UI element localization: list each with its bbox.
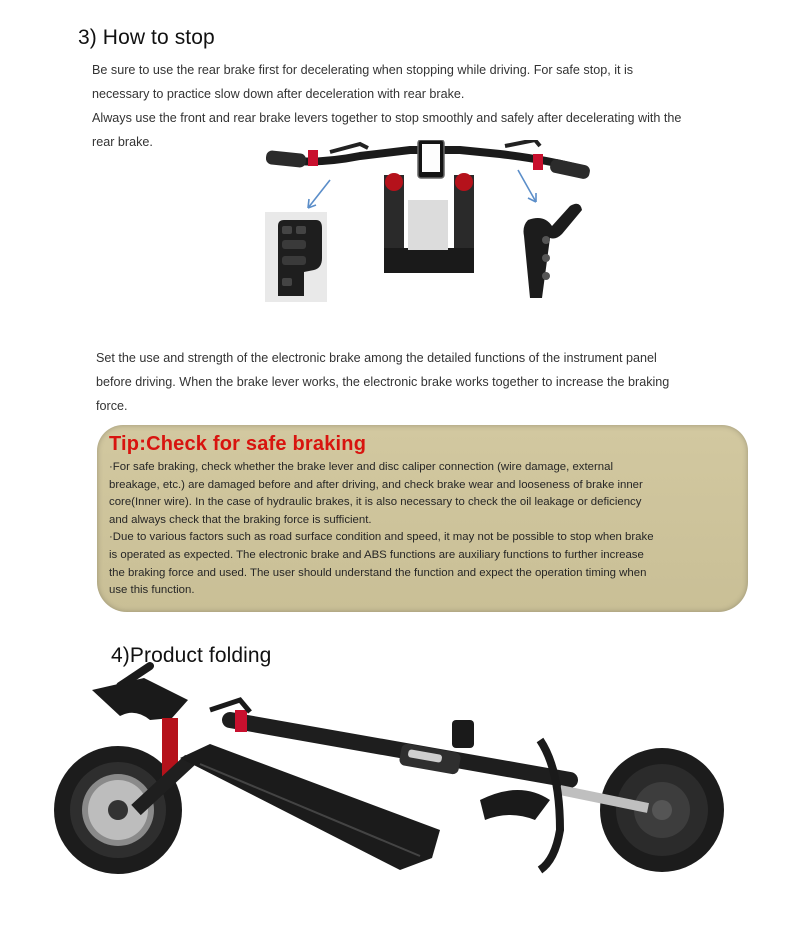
- tip-title: Tip:Check for safe braking: [109, 433, 367, 455]
- folded-scooter-illustration: [40, 660, 760, 940]
- tip-line: and always check that the braking force is sufficient.: [109, 513, 372, 526]
- tip-line: ·For safe braking, check whether the brake lever and disc caliper connection (wire damage, external: [109, 461, 613, 473]
- tip-line: is operated as expected. The electronic brake and ABS functions are auxiliary functions to further increase: [109, 548, 644, 561]
- section-heading-how-to-stop: 3) How to stop: [78, 26, 215, 50]
- tip-line: ·Due to various factors such as road surface condition and speed, it may not be possible to stop when brake: [109, 531, 654, 544]
- front-fork-stem: [384, 173, 474, 273]
- paragraph-line: Be sure to use the rear brake first for decelerating when stopping while driving. For safe stop, it is: [92, 63, 634, 77]
- safe-braking-tip-box: [97, 425, 748, 612]
- paragraph-line: Set the use and strength of the electronic brake among the detailed functions of the instrument panel: [96, 351, 657, 365]
- brake-lever-image: [524, 204, 583, 298]
- section-heading-product-folding: 4)Product folding: [111, 644, 272, 668]
- paragraph-line: rear brake.: [92, 135, 153, 149]
- front-wheel: [600, 748, 724, 872]
- paragraph-line: necessary to practice slow down after deceleration with rear brake.: [92, 87, 465, 101]
- arrow-icon: [518, 170, 536, 202]
- tip-line: core(Inner wire). In the case of hydraulic brakes, it is also necessary to check the oil leakage or deficiency: [109, 496, 642, 509]
- handlebar-brake-illustration: [250, 140, 610, 305]
- handlebar: [265, 140, 591, 180]
- tip-body: [109, 459, 737, 600]
- tip-line: the braking force and used. The user should understand the function and expect the operation timing when: [109, 566, 647, 579]
- paragraph-line: force.: [96, 399, 128, 413]
- paragraph-line: before driving. When the brake lever works, the electronic brake works together to increase the braking: [96, 375, 670, 389]
- electronic-brake-paragraph: [96, 346, 756, 418]
- left-control-switch-image: [265, 212, 327, 302]
- paragraph-line: Always use the front and rear brake levers together to stop smoothly and safely after decelerating with the: [92, 111, 682, 125]
- tip-line: breakage, etc.) are damaged before and after driving, and check brake wear and looseness of brake inner: [109, 478, 643, 491]
- tip-line: use this function.: [109, 584, 195, 597]
- arrow-icon: [308, 180, 330, 208]
